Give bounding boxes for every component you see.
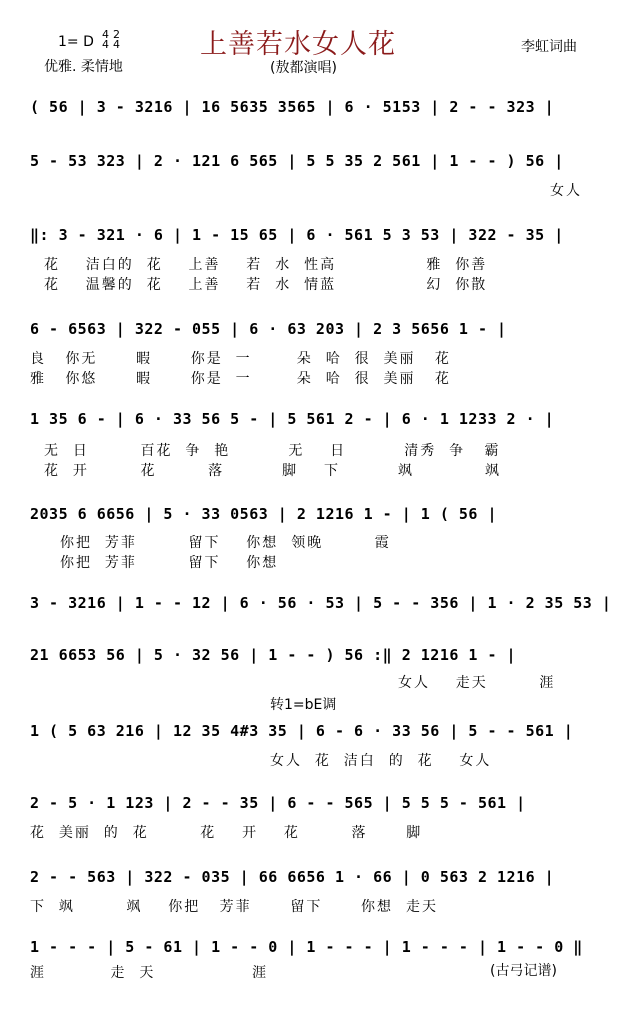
meter-bottom-2: 4	[113, 38, 120, 51]
meter-top-1: 4	[102, 28, 109, 41]
staff-line-7: 3 - 3216 | 1 - - 12 | 6 · 56 · 53 | 5 - - 356 | 1 · 2 35 53 |	[30, 594, 612, 612]
song-title: 上善若水女人花	[200, 29, 396, 60]
meter-top-2: 2	[113, 28, 120, 41]
staff-line-4: 6 - 6563 | 322 - 055 | 6 · 63 203 | 2 3 5656 1 - |	[30, 320, 507, 338]
time-signature	[100, 30, 122, 50]
staff-line-10: 2 - 5 · 1 123 | 2 - - 35 | 6 - - 565 | 5 5 5 - 561 |	[30, 794, 526, 812]
expression-mark: 优雅. 柔情地	[44, 59, 123, 75]
staff-line-1: ( 56 | 3 - 3216 | 16 5635 3565 | 6 · 5153 | 2 - - 323 |	[30, 98, 555, 116]
lyric-line-5b: 花 开 花 落 脚 下 飒 飒	[44, 463, 501, 479]
lyric-line-6a: 你把 芳菲 留下 你想 领晚 霞	[60, 535, 391, 551]
staff-line-6: 2035 6 6656 | 5 · 33 0563 | 2 1216 1 - | 1 ( 56 |	[30, 505, 498, 523]
staff-line-12: 1 - - - | 5 - 61 | 1 - - 0 | 1 - - - | 1 - - - | 1 - - 0 ‖	[30, 938, 583, 956]
lyric-line-2a: 女人	[550, 183, 582, 199]
singer-credit: (敖都演唱)	[270, 60, 337, 76]
lyric-line-4b: 雅 你悠 暇 你是 一 朵 哈 很 美丽 花	[30, 371, 451, 387]
lyric-line-8a: 女人 走天 涯	[398, 675, 556, 691]
staff-line-11: 2 - - 563 | 322 - 035 | 66 6656 1 · 66 | 0 563 2 1216 |	[30, 868, 555, 886]
modulation-mark: 转1=bE调	[270, 697, 337, 713]
lyric-line-11a: 下 飒 飒 你把 芳菲 留下 你想 走天	[30, 899, 438, 915]
meter-bottom-1: 4	[102, 38, 109, 51]
staff-line-9: 1 ( 5 63 216 | 12 35 4#3 35 | 6 - 6 · 33 56 | 5 - - 561 |	[30, 722, 574, 740]
lyric-line-6b: 你把 芳菲 留下 你想	[60, 555, 279, 571]
staff-line-5: 1 35 6 - | 6 · 33 56 5 - | 5 561 2 - | 6 · 1 1233 2 · |	[30, 410, 555, 428]
lyric-line-4a: 良 你无 暇 你是 一 朵 哈 很 美丽 花	[30, 351, 451, 367]
lyric-line-5a: 无 日 百花 争 艳 无 日 清秀 争 霸	[44, 443, 501, 459]
transcriber-credit: (古弓记谱)	[490, 963, 557, 979]
lyric-line-10a: 花 美丽 的 花 花 开 花 落 脚	[30, 825, 423, 841]
lyric-line-9a: 女人 花 洁白 的 花 女人	[270, 753, 492, 769]
lyric-line-12a: 涯 走 天 涯	[30, 965, 269, 981]
staff-line-2: 5 - 53 323 | 2 · 121 6 565 | 5 5 35 2 561 | 1 - - ) 56 |	[30, 152, 564, 170]
staff-line-8: 21 6653 56 | 5 · 32 56 | 1 - - ) 56 :‖ 2 1216 1 - |	[30, 646, 517, 664]
staff-line-3: ‖: 3 - 321 · 6 | 1 - 15 65 | 6 · 561 5 3 53 | 322 - 35 |	[30, 226, 564, 244]
lyric-line-3a: 花 洁白的 花 上善 若 水 性高 雅 你善	[44, 257, 488, 273]
lyric-line-3b: 花 温馨的 花 上善 若 水 情蓝 幻 你散	[44, 277, 488, 293]
key-signature: 1= D	[58, 34, 94, 50]
composer-credit: 李虹词曲	[521, 39, 577, 55]
